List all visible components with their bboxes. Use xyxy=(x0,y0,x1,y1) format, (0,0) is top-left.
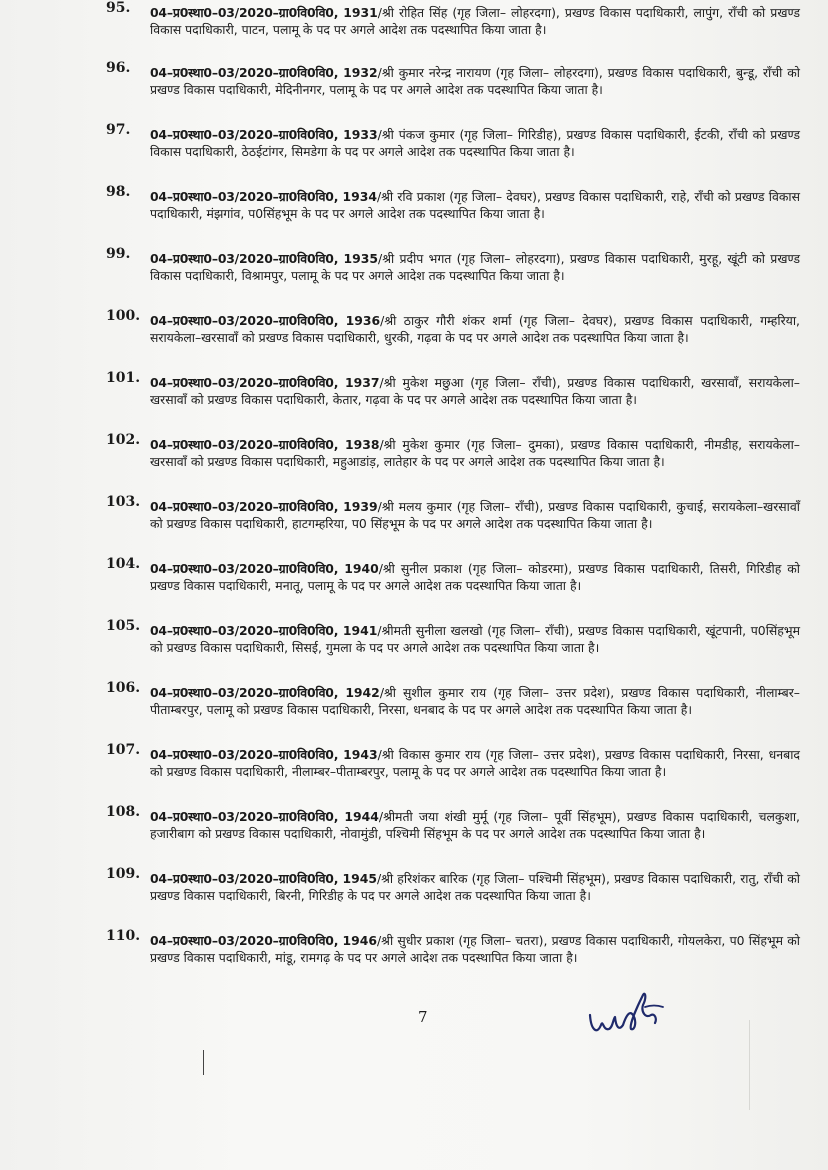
order-entry-95 xyxy=(106,0,800,39)
entry-reference: 04–प्र0स्था0–03/2020–ग्रा0वि0वि0, xyxy=(150,685,339,700)
order-entry-97 xyxy=(106,122,800,161)
entry-reference: 04–प्र0स्था0–03/2020–ग्रा0वि0वि0, xyxy=(150,809,339,824)
entry-body xyxy=(112,498,800,533)
entry-letter-number: 1936 xyxy=(345,313,381,328)
entry-number: 105. xyxy=(106,618,141,634)
entry-body xyxy=(112,808,800,843)
order-entry-101 xyxy=(106,370,800,409)
entry-text: /श्री प्रदीप भगत (गृह जिला– लोहरदगा), प्रखण्ड विकास पदाधिकारी, मुरहू, खूंटी को प्रखण्ड विकास पदाधिकारी, विश्रामपुर, पलामू के पद पर अगले आदेश तक पदस्थापित किया जाता है। xyxy=(150,251,800,284)
entry-text: /श्री सुधीर प्रकाश (गृह जिला– चतरा), प्रखण्ड विकास पदाधिकारी, गोयलकेरा, प0 सिंहभूम को प्रखण्ड विकास पदाधिकारी, मांडू, रामगढ़ के पद पर अगले आदेश तक पदस्थापित किया जाता है। xyxy=(150,933,800,966)
entry-number: 97. xyxy=(106,122,131,138)
entry-letter-number: 1934 xyxy=(342,189,377,204)
entry-number: 99. xyxy=(106,246,131,262)
order-entry-99 xyxy=(106,246,800,285)
order-entry-107 xyxy=(106,742,800,781)
entry-letter-number: 1946 xyxy=(342,933,377,948)
entry-text: /श्री रोहित सिंह (गृह जिला– लोहरदगा), प्रखण्ड विकास पदाधिकारी, लापुंग, राँची को प्रखण्ड विकास पदाधिकारी, पाटन, पलामू के पद पर अगले आदेश तक पदस्थापित किया जाता है। xyxy=(150,5,800,38)
entry-text: /श्री पंकज कुमार (गृह जिला– गिरिडीह), प्रखण्ड विकास पदाधिकारी, ईटकी, राँची को प्रखण्ड विकास पदाधिकारी, ठेठईटांगर, सिमडेगा के पद पर अगले आदेश तक पदस्थापित किया जाता है। xyxy=(150,127,800,160)
entry-letter-number: 1944 xyxy=(344,809,379,824)
entry-reference: 04–प्र0स्था0–03/2020–ग्रा0वि0वि0, xyxy=(150,561,339,576)
entry-letter-number: 1940 xyxy=(344,561,379,576)
entry-reference: 04–प्र0स्था0–03/2020–ग्रा0वि0वि0, xyxy=(150,499,339,514)
entry-text: /श्री ठाकुर गौरी शंकर शर्मा (गृह जिला– देवघर), प्रखण्ड विकास पदाधिकारी, गम्हरिया, सरायकेला–खरसावाँ को प्रखण्ड विकास पदाधिकारी, धुरकी, गढ़वा के पद पर अगले आदेश तक पदस्थापित किया जाता है। xyxy=(150,313,800,346)
entry-reference: 04–प्र0स्था0–03/2020–ग्रा0वि0वि0, xyxy=(150,189,339,204)
entry-reference: 04–प्र0स्था0–03/2020–ग्रा0वि0वि0, xyxy=(150,251,339,266)
entry-body xyxy=(112,374,800,409)
entry-text: /श्री मुकेश मछुआ (गृह जिला– राँची), प्रखण्ड विकास पदाधिकारी, खरसावाँ, सरायकेला–खरसावाँ को प्रखण्ड विकास पदाधिकारी, केतार, गढ़वा के पद पर अगले आदेश तक पदस्थापित किया जाता है। xyxy=(150,375,800,408)
order-entry-102 xyxy=(106,432,800,471)
entry-text: /श्रीमती सुनीला खलखो (गृह जिला– राँची), प्रखण्ड विकास पदाधिकारी, खूंटपानी, प0सिंहभूम को प्रखण्ड विकास पदाधिकारी, सिसई, गुमला के पद पर अगले आदेश तक पदस्थापित किया जाता है। xyxy=(150,623,800,656)
entry-text: /श्रीमती जया शंखी मुर्मू (गृह जिला– पूर्वी सिंहभूम), प्रखण्ड विकास पदाधिकारी, चलकुशा, हजारीबाग को प्रखण्ड विकास पदाधिकारी, नोवामुंडी, पश्चिमी सिंहभूम के पद पर अगले आदेश तक पदस्थापित किया जाता है। xyxy=(150,809,800,842)
entry-number: 102. xyxy=(106,432,141,448)
scan-edge-line xyxy=(749,1020,750,1110)
handwritten-signature xyxy=(585,985,675,1045)
entry-letter-number: 1942 xyxy=(345,685,380,700)
entry-body xyxy=(112,932,800,967)
entry-text: /श्री रवि प्रकाश (गृह जिला– देवघर), प्रखण्ड विकास पदाधिकारी, राहे, राँची को प्रखण्ड विकास पदाधिकारी, मंझगांव, प0सिंहभूम के पद पर अगले आदेश तक पदस्थापित किया जाता है। xyxy=(150,189,800,222)
entry-number: 95. xyxy=(106,0,131,16)
entry-body xyxy=(112,312,800,347)
entry-body xyxy=(112,622,800,657)
entry-letter-number: 1931 xyxy=(343,5,378,20)
entry-letter-number: 1937 xyxy=(345,375,380,390)
entry-body xyxy=(112,746,800,781)
entry-reference: 04–प्र0स्था0–03/2020–ग्रा0वि0वि0, xyxy=(150,871,339,886)
entry-letter-number: 1933 xyxy=(343,127,378,142)
entry-number: 101. xyxy=(106,370,141,386)
order-entry-100 xyxy=(106,308,800,347)
entry-reference: 04–प्र0स्था0–03/2020–ग्रा0वि0वि0, xyxy=(150,623,339,638)
entry-number: 106. xyxy=(106,680,141,696)
entry-body xyxy=(112,684,800,719)
order-entry-106 xyxy=(106,680,800,719)
entry-text: /श्री हरिशंकर बारिक (गृह जिला– पश्चिमी सिंहभूम), प्रखण्ड विकास पदाधिकारी, रातु, राँची को प्रखण्ड विकास पदाधिकारी, बिरनी, गिरिडीह के पद पर अगले आदेश तक पदस्थापित किया जाता है। xyxy=(150,871,800,904)
entry-text: /श्री विकास कुमार राय (गृह जिला– उत्तर प्रदेश), प्रखण्ड विकास पदाधिकारी, निरसा, धनबाद को प्रखण्ड विकास पदाधिकारी, नीलाम्बर–पीताम्बरपुर, पलामू के पद पर अगले आदेश तक पदस्थापित किया जाता है। xyxy=(150,747,800,780)
entry-text: /श्री सुनील प्रकाश (गृह जिला– कोडरमा), प्रखण्ड विकास पदाधिकारी, तिसरी, गिरिडीह को प्रखण्ड विकास पदाधिकारी, मनातू, पलामू के पद पर अगले आदेश तक पदस्थापित किया जाता है। xyxy=(150,561,800,594)
entry-number: 96. xyxy=(106,60,131,76)
entry-letter-number: 1939 xyxy=(343,499,378,514)
entry-letter-number: 1935 xyxy=(343,251,379,266)
entry-body xyxy=(112,64,800,99)
entry-number: 107. xyxy=(106,742,141,758)
order-entry-104 xyxy=(106,556,800,595)
entry-letter-number: 1932 xyxy=(343,65,378,80)
entry-body xyxy=(112,560,800,595)
entry-reference: 04–प्र0स्था0–03/2020–ग्रा0वि0वि0, xyxy=(150,65,339,80)
entry-body xyxy=(112,188,800,223)
entry-body xyxy=(112,436,800,471)
entry-number: 104. xyxy=(106,556,141,572)
entry-number: 98. xyxy=(106,184,131,200)
entry-letter-number: 1945 xyxy=(342,871,377,886)
entry-reference: 04–प्र0स्था0–03/2020–ग्रा0वि0वि0, xyxy=(150,933,339,948)
entry-number: 103. xyxy=(106,494,141,510)
entry-number: 109. xyxy=(106,866,141,882)
order-entry-103 xyxy=(106,494,800,533)
entry-text: /श्री सुशील कुमार राय (गृह जिला– उत्तर प्रदेश), प्रखण्ड विकास पदाधिकारी, नीलाम्बर–पीताम्बरपुर, पलामू को प्रखण्ड विकास पदाधिकारी, निरसा, धनबाद के पद पर अगले आदेश तक पदस्थापित किया जाता है। xyxy=(150,685,800,718)
page-number: 7 xyxy=(418,1008,428,1026)
entry-letter-number: 1943 xyxy=(343,747,378,762)
order-entry-109 xyxy=(106,866,800,905)
entry-number: 100. xyxy=(106,308,141,324)
entry-reference: 04–प्र0स्था0–03/2020–ग्रा0वि0वि0, xyxy=(150,747,339,762)
entry-text: /श्री मलय कुमार (गृह जिला– राँची), प्रखण्ड विकास पदाधिकारी, कुचाई, सरायकेला–खरसावाँ को प्रखण्ड विकास पदाधिकारी, हाटगम्हरिया, प0 सिंहभूम के पद पर अगले आदेश तक पदस्थापित किया जाता है। xyxy=(150,499,800,532)
entry-reference: 04–प्र0स्था0–03/2020–ग्रा0वि0वि0, xyxy=(150,375,339,390)
entry-reference: 04–प्र0स्था0–03/2020–ग्रा0वि0वि0, xyxy=(150,437,339,452)
entry-body xyxy=(112,4,800,39)
entry-reference: 04–प्र0स्था0–03/2020–ग्रा0वि0वि0, xyxy=(150,127,339,142)
entry-letter-number: 1938 xyxy=(344,437,380,452)
entry-reference: 04–प्र0स्था0–03/2020–ग्रा0वि0वि0, xyxy=(150,313,339,328)
order-entry-105 xyxy=(106,618,800,657)
entry-body xyxy=(112,870,800,905)
entry-text: /श्री कुमार नरेन्द्र नारायण (गृह जिला– लोहरदगा), प्रखण्ड विकास पदाधिकारी, बुन्डू, राँची को प्रखण्ड विकास पदाधिकारी, मेदिनीनगर, पलामू के पद पर अगले आदेश तक पदस्थापित किया जाता है। xyxy=(150,65,800,98)
order-entry-108 xyxy=(106,804,800,843)
order-entry-96 xyxy=(106,60,800,99)
entry-body xyxy=(112,250,800,285)
margin-mark xyxy=(203,1050,204,1075)
entry-text: /श्री मुकेश कुमार (गृह जिला– दुमका), प्रखण्ड विकास पदाधिकारी, नीमडीह, सरायकेला–खरसावाँ को प्रखण्ड विकास पदाधिकारी, महुआडांड़, लातेहार के पद पर अगले आदेश तक पदस्थापित किया जाता है। xyxy=(150,437,800,470)
entry-number: 108. xyxy=(106,804,141,820)
order-entry-110 xyxy=(106,928,800,967)
order-entry-98 xyxy=(106,184,800,223)
entry-body xyxy=(112,126,800,161)
entry-number: 110. xyxy=(106,928,141,944)
entry-letter-number: 1941 xyxy=(342,623,378,638)
entry-reference: 04–प्र0स्था0–03/2020–ग्रा0वि0वि0, xyxy=(150,5,339,20)
